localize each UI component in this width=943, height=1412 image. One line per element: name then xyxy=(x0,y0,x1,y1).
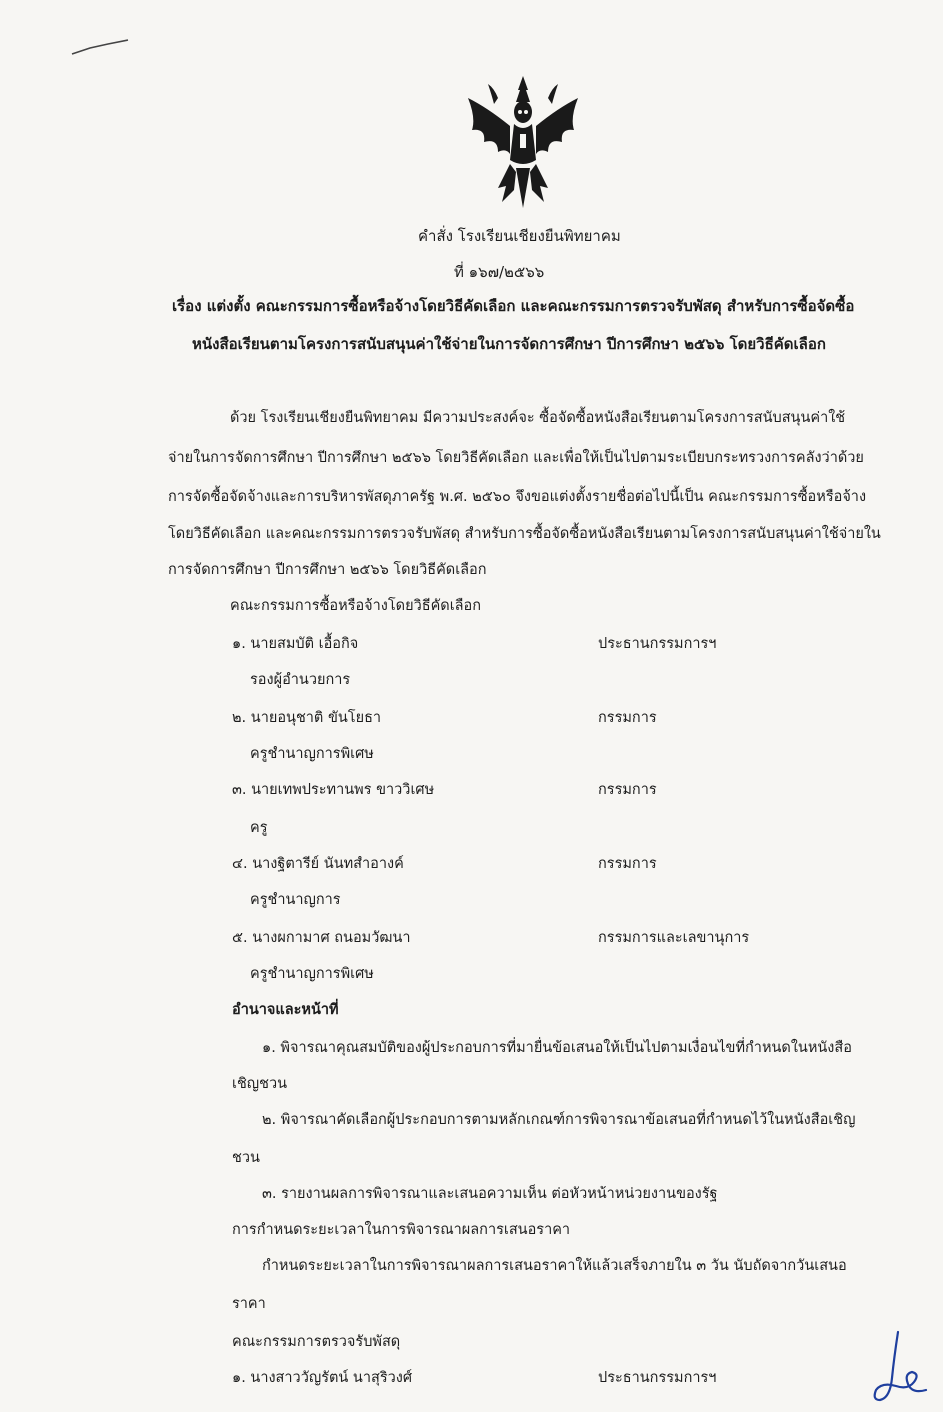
order-header: คำสั่ง โรงเรียนเชียงยืนพิทยาคม xyxy=(418,227,621,245)
intro-line: โดยวิธีคัดเลือก และคณะกรรมการตรวจรับพัสดุ สำหรับการซื้อจัดซื้อหนังสือเรียนตามโครงการสนับสนุนค่าใช้จ่ายใน xyxy=(168,526,881,542)
intro-line: จ่ายในการจัดการศึกษา ปีการศึกษา ๒๕๖๖ โดยวิธีคัดเลือก และเพื่อให้เป็นไปตามระเบียบกระทรวงการคลังว่าด้วย xyxy=(168,450,864,466)
timeframe-text: ราคา xyxy=(232,1296,266,1312)
committee1-member-name: ๔. นางฐิตารีย์ นันทสำอางค์ xyxy=(232,856,404,872)
committee1-member-name: ๕. นางผกามาศ ถนอมวัฒนา xyxy=(232,930,411,946)
committee1-member-name: ๓. นายเทพประทานพร ขาววิเศษ xyxy=(232,782,435,798)
subject-line-1: เรื่อง แต่งตั้ง คณะกรรมการซื้อหรือจ้างโดยวิธีคัดเลือก และคณะกรรมการตรวจรับพัสดุ สำหรับการซื้อจัดซื้อ xyxy=(172,297,855,315)
order-number: ที่ ๑๖๗/๒๕๖๖ xyxy=(454,263,545,281)
timeframe-title: การกำหนดระยะเวลาในการพิจารณาผลการเสนอราคา xyxy=(232,1222,571,1238)
committee1-member-role: กรรมการ xyxy=(598,856,657,872)
duty-line: ๑. พิจารณาคุณสมบัติของผู้ประกอบการที่มายื่นข้อเสนอให้เป็นไปตามเงื่อนไขที่กำหนดในหนังสือ xyxy=(262,1040,852,1056)
committee1-member-name: ๑. นายสมบัติ เอื้อกิจ xyxy=(232,636,359,652)
committee2-member-role: ประธานกรรมการฯ xyxy=(598,1370,717,1386)
duty-line: เชิญชวน xyxy=(232,1076,288,1092)
duties-title: อำนาจและหน้าที่ xyxy=(232,1002,339,1018)
committee1-member-role: ประธานกรรมการฯ xyxy=(598,636,717,652)
committee1-member-position: ครูชำนาญการพิเศษ xyxy=(250,966,374,982)
committee2-title: คณะกรรมการตรวจรับพัสดุ xyxy=(232,1334,401,1350)
handwritten-signature xyxy=(868,1328,930,1406)
subject-line-2: หนังสือเรียนตามโครงการสนับสนุนค่าใช้จ่ายในการจัดการศึกษา ปีการศึกษา ๒๕๖๖ โดยวิธีคัดเลือก xyxy=(192,335,826,353)
garuda-emblem xyxy=(458,68,588,216)
duty-line: ชวน xyxy=(232,1150,260,1166)
intro-line: การจัดซื้อจัดจ้างและการบริหารพัสดุภาครัฐ พ.ศ. ๒๕๖๐ จึงขอแต่งตั้งรายชื่อต่อไปนี้เป็น คณะกรรมการซื้อหรือจ้าง xyxy=(168,489,867,505)
committee1-title: คณะกรรมการซื้อหรือจ้างโดยวิธีคัดเลือก xyxy=(230,598,482,614)
committee2-member-name: ๑. นางสาววัญรัตน์ นาสุริวงศ์ xyxy=(232,1370,413,1386)
timeframe-text: กำหนดระยะเวลาในการพิจารณาผลการเสนอราคาให้แล้วเสร็จภายใน ๓ วัน นับถัดจากวันเสนอ xyxy=(262,1258,847,1274)
committee1-member-role: กรรมการ xyxy=(598,782,657,798)
duty-line: ๓. รายงานผลการพิจารณาและเสนอความเห็น ต่อหัวหน้าหน่วยงานของรัฐ xyxy=(262,1186,718,1202)
pen-mark xyxy=(70,38,130,58)
committee1-member-role: กรรมการและเลขานุการ xyxy=(598,930,750,946)
committee1-member-position: ครู xyxy=(250,820,268,836)
committee1-member-position: รองผู้อำนวยการ xyxy=(250,672,351,688)
intro-line: ด้วย โรงเรียนเชียงยืนพิทยาคม มีความประสงค์จะ ซื้อจัดซื้อหนังสือเรียนตามโครงการสนับสนุนค่าใช้ xyxy=(230,410,846,426)
duty-line: ๒. พิจารณาคัดเลือกผู้ประกอบการตามหลักเกณฑ์การพิจารณาข้อเสนอที่กำหนดไว้ในหนังสือเชิญ xyxy=(262,1112,856,1128)
committee1-member-position: ครูชำนาญการ xyxy=(250,892,341,908)
committee1-member-role: กรรมการ xyxy=(598,710,657,726)
committee1-member-position: ครูชำนาญการพิเศษ xyxy=(250,746,374,762)
committee1-member-name: ๒. นายอนุชาติ ขันโยธา xyxy=(232,710,382,726)
intro-line: การจัดการศึกษา ปีการศึกษา ๒๕๖๖ โดยวิธีคัดเลือก xyxy=(168,562,487,578)
